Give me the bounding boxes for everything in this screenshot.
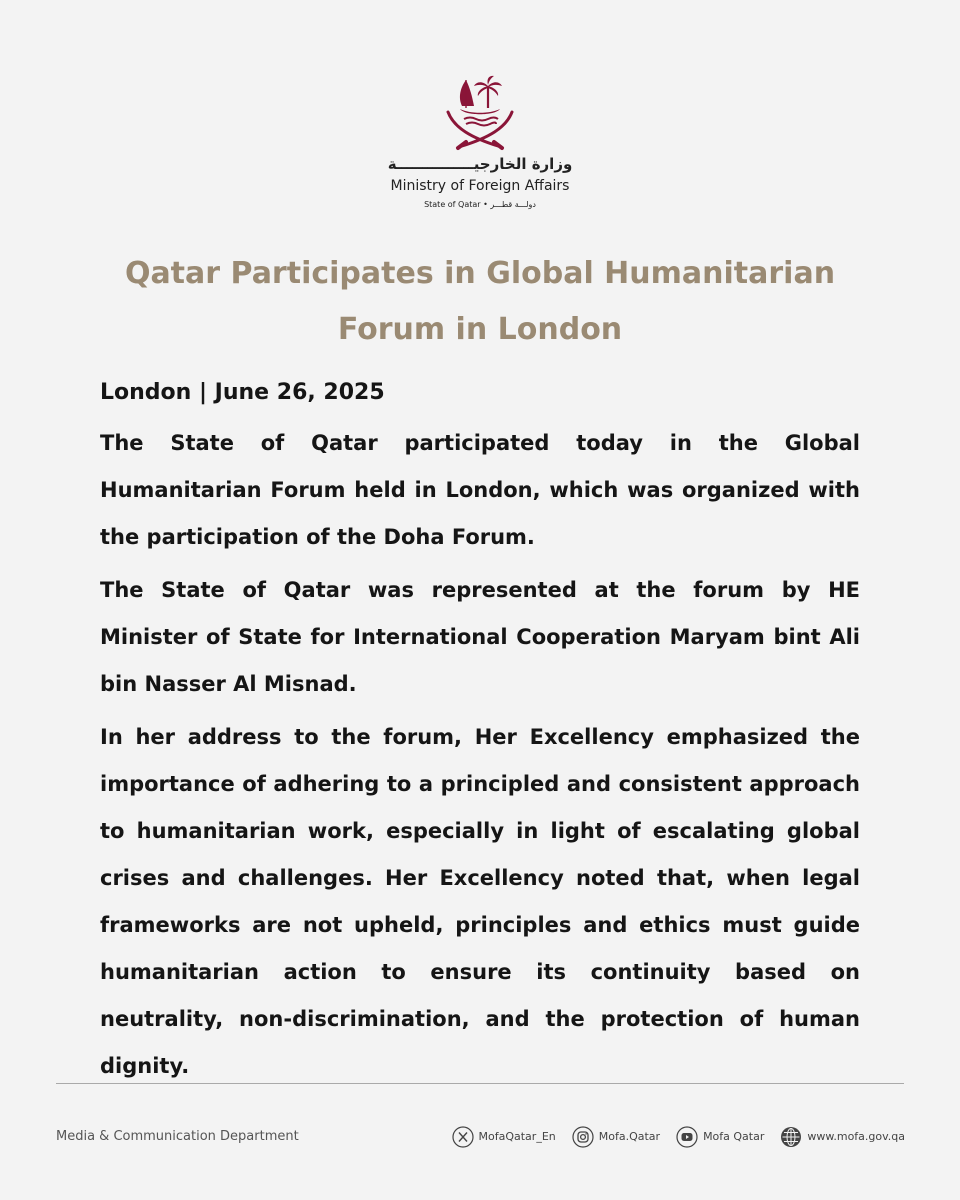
social-link-x[interactable]	[452, 1126, 556, 1148]
page-title: Qatar Participates in Global Humanitarian Forum in London	[124, 256, 836, 347]
dateline: London | June 26, 2025	[100, 380, 385, 405]
social-label-website: www.mofa.gov.qa	[807, 1130, 905, 1143]
paragraph-3: In her address to the forum, Her Excellency emphasized the importance of adhering to a principled and consistent approach to humanitarian work, especially in light of escalating global crises and challenges. Her Excellency noted that, when legal frameworks are not upheld, principles and ethics must guide humanitarian action to ensure its continuity based on neutrality, non-discrimination, and the protection of human dignity.	[100, 725, 860, 1078]
footer-divider	[56, 1083, 904, 1084]
state-of-qatar-line: State of Qatar • دولـــة قطـــر	[424, 200, 536, 209]
social-label-youtube: Mofa Qatar	[703, 1130, 765, 1143]
globe-icon	[780, 1126, 802, 1148]
social-link-youtube[interactable]	[676, 1126, 764, 1148]
ministry-wordmark	[330, 154, 630, 211]
social-link-website[interactable]	[780, 1126, 905, 1148]
social-link-instagram[interactable]	[572, 1126, 660, 1148]
social-label-x: MofaQatar_En	[478, 1130, 556, 1143]
instagram-icon	[572, 1126, 594, 1148]
ministry-name-arabic: وزارة الخارجيـــــــــــــــة	[387, 155, 573, 173]
paragraph-1: The State of Qatar participated today in the Global Humanitarian Forum held in London, which was organized with the participation of the Doha Forum.	[100, 431, 860, 549]
department-label: Media & Communication Department	[56, 1129, 299, 1144]
article-body	[100, 370, 860, 1096]
paragraph-2: The State of Qatar was represented at the forum by HE Minister of State for International Cooperation Maryam bint Ali bin Nasser Al Misnad.	[100, 578, 860, 696]
qatar-state-emblem-icon	[440, 72, 520, 152]
social-links	[452, 1126, 905, 1148]
x-icon	[452, 1126, 474, 1148]
youtube-icon	[676, 1126, 698, 1148]
ministry-name-english: Ministry of Foreign Affairs	[390, 178, 570, 194]
social-label-instagram: Mofa.Qatar	[598, 1130, 661, 1143]
